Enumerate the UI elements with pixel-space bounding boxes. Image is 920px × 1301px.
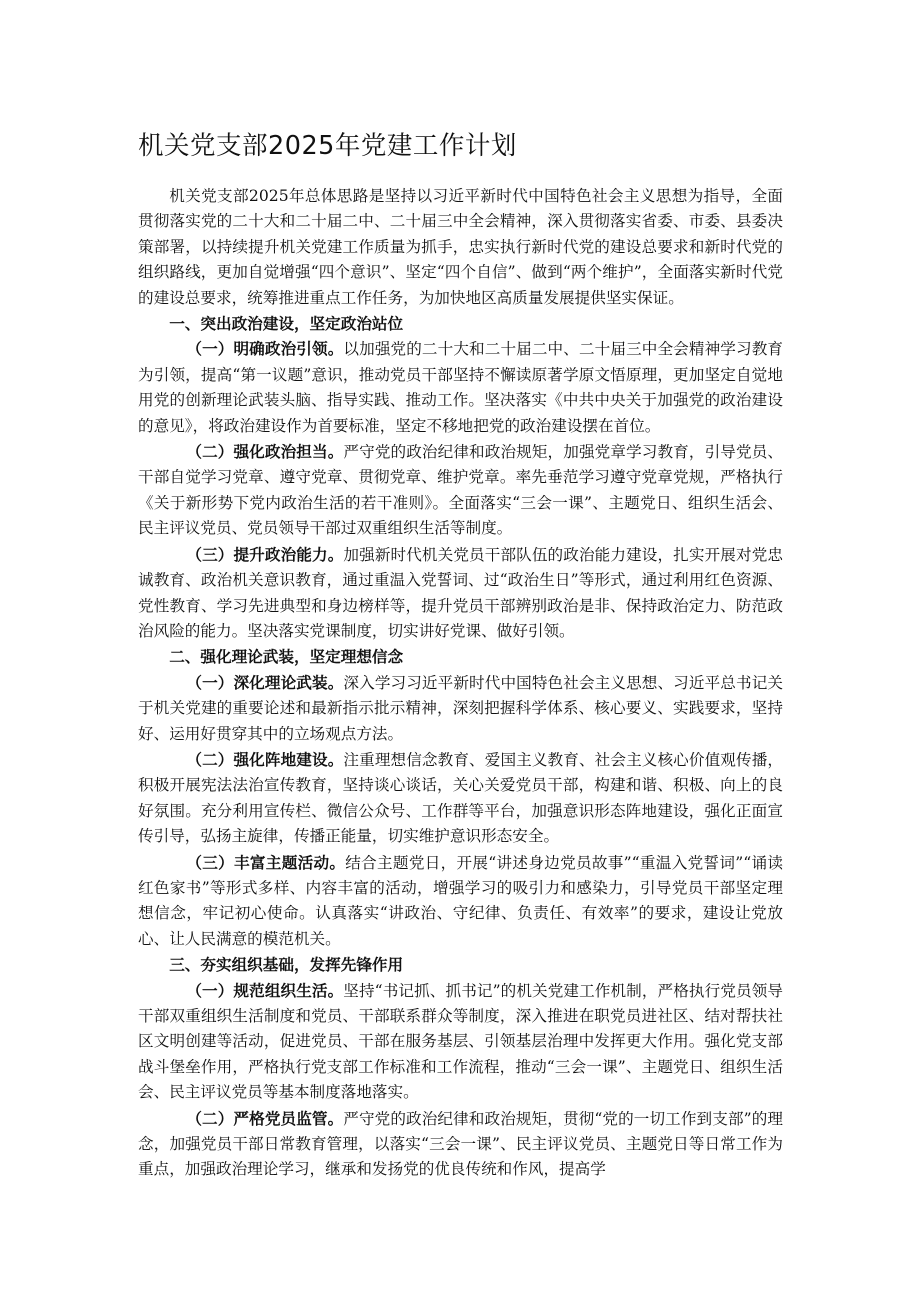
item-text: 坚持“书记抓、抓书记”的机关党建工作机制，严格执行党员领导干部双重组织生活制度和党员、干部联系群众等制度，深入推进在职党员进社区、结对帮扶社区文明创建等活动，促进党员、干部在服务基层、引领基层治理中发挥更大作用。强化党支部战斗堡垒作用，严格执行党支部工作标准和工作流程，推动“三会一课”、主题党日、组织生活会、民主评议党员等基本制度落地落实。 (138, 981, 783, 1102)
section-3-item-2 (138, 1106, 783, 1183)
item-lead: （三）丰富主题活动。 (186, 852, 346, 872)
section-heading-2: 二、强化理论武装，坚定理想信念 (169, 647, 404, 667)
item-text: 加强新时代机关党员干部队伍的政治能力建设，扎实开展对党忠诚教育、政治机关意识教育，通过重温入党誓词、过“政治生日”等形式，通过利用红色资源、党性教育、学习先进典型和身边榜样等，提升党员干部辨别政治是非、保持政治定力、防范政治风险的能力。坚决落实党课制度，切实讲好党课、做好引领。 (138, 545, 783, 640)
section-1-item-3 (138, 542, 783, 645)
item-lead: （三）提升政治能力。 (186, 544, 344, 564)
item-lead: （二）强化阵地建设。 (186, 749, 344, 769)
section-2-item-1 (138, 670, 783, 747)
document-title: 机关党支部2025年党建工作计划 (138, 131, 517, 161)
section-3-item-1 (138, 978, 783, 1106)
section-2-item-3 (138, 850, 783, 953)
section-1-item-2 (138, 439, 783, 542)
item-text: 注重理想信念教育、爱国主义教育、社会主义核心价值观传播，积极开展宪法法治宣传教育，坚持谈心谈话，关心关爱党员干部，构建和谐、积极、向上的良好氛围。充分利用宣传栏、微信公众号、工作群等平台，加强意识形态阵地建设，强化正面宣传引导，弘扬主旋律，传播正能量，切实维护意识形态安全。 (138, 750, 783, 846)
document-page (138, 128, 783, 1183)
item-text: 结合主题党日，开展“讲述身边党员故事”“重温入党誓词”“诵读红色家书”等形式多样、内容丰富的活动，增强学习的吸引力和感染力，引导党员干部坚定理想信念，牢记初心使命。认真落实“讲政治、守纪律、负责任、有效率”的要求，建设让党放心、让人民满意的模范机关。 (138, 853, 783, 948)
section-heading-3: 三、夯实组织基础，发挥先锋作用 (169, 955, 404, 975)
item-lead: （一）规范组织生活。 (186, 980, 344, 1000)
section-1-item-1 (138, 336, 783, 439)
item-lead: （一）深化理论武装。 (186, 672, 344, 692)
section-2-item-2 (138, 747, 783, 850)
item-lead: （二）强化政治担当。 (186, 442, 344, 462)
section-heading-1: 一、突出政治建设，坚定政治站位 (169, 314, 404, 334)
item-lead: （一）明确政治引领。 (186, 339, 344, 359)
item-text: 以加强党的二十大和二十届二中、二十届三中全会精神学习教育为引领，提高“第一议题”意识，推动党员干部坚持不懈读原著学原文悟原理，更加坚定自觉地用党的创新理论武装头脑、指导实践、推动工作。坚决落实《中共中央关于加强党的政治建设的意见》，将政治建设作为首要标准，坚定不移地把党的政治建设摆在首位。 (138, 340, 783, 435)
item-text: 深入学习习近平新时代中国特色社会主义思想、习近平总书记关于机关党建的重要论述和最新指示批示精神，深刻把握科学体系、核心要义、实践要求，坚持好、运用好贯穿其中的立场观点方法。 (138, 673, 783, 743)
item-text: 严守党的政治纪律和政治规矩，加强党章学习教育，引导党员、干部自觉学习党章、遵守党章、贯彻党章、维护党章。率先垂范学习遵守党章党规，严格执行《关于新形势下党内政治生活的若干准则》。全面落实“三会一课”、主题党日、组织生活会、民主评议党员、党员领导干部过双重组织生活等制度。 (138, 443, 783, 538)
item-lead: （二）严格党员监管。 (186, 1108, 344, 1128)
intro-paragraph: 机关党支部2025年总体思路是坚持以习近平新时代中国特色社会主义思想为指导，全面贯彻落实党的二十大和二十届二中、二十届三中全会精神，深入贯彻落实省委、市委、县委决策部署，以持续提升机关党建工作质量为抓手，忠实执行新时代党的建设总要求和新时代党的组织路线，更加自觉增强“四个意识”、坚定“四个自信”、做到“两个维护”，全面落实新时代党的建设总要求，统筹推进重点工作任务，为加快地区高质量发展提供坚实保证。 (138, 187, 783, 307)
item-text: 严守党的政治纪律和政治规矩，贯彻“党的一切工作到支部”的理念，加强党员干部日常教育管理，以落实“三会一课”、民主评议党员、主题党日等日常工作为重点，加强政治理论学习，继承和发扬党的优良传统和作风，提高学 (138, 1109, 783, 1179)
